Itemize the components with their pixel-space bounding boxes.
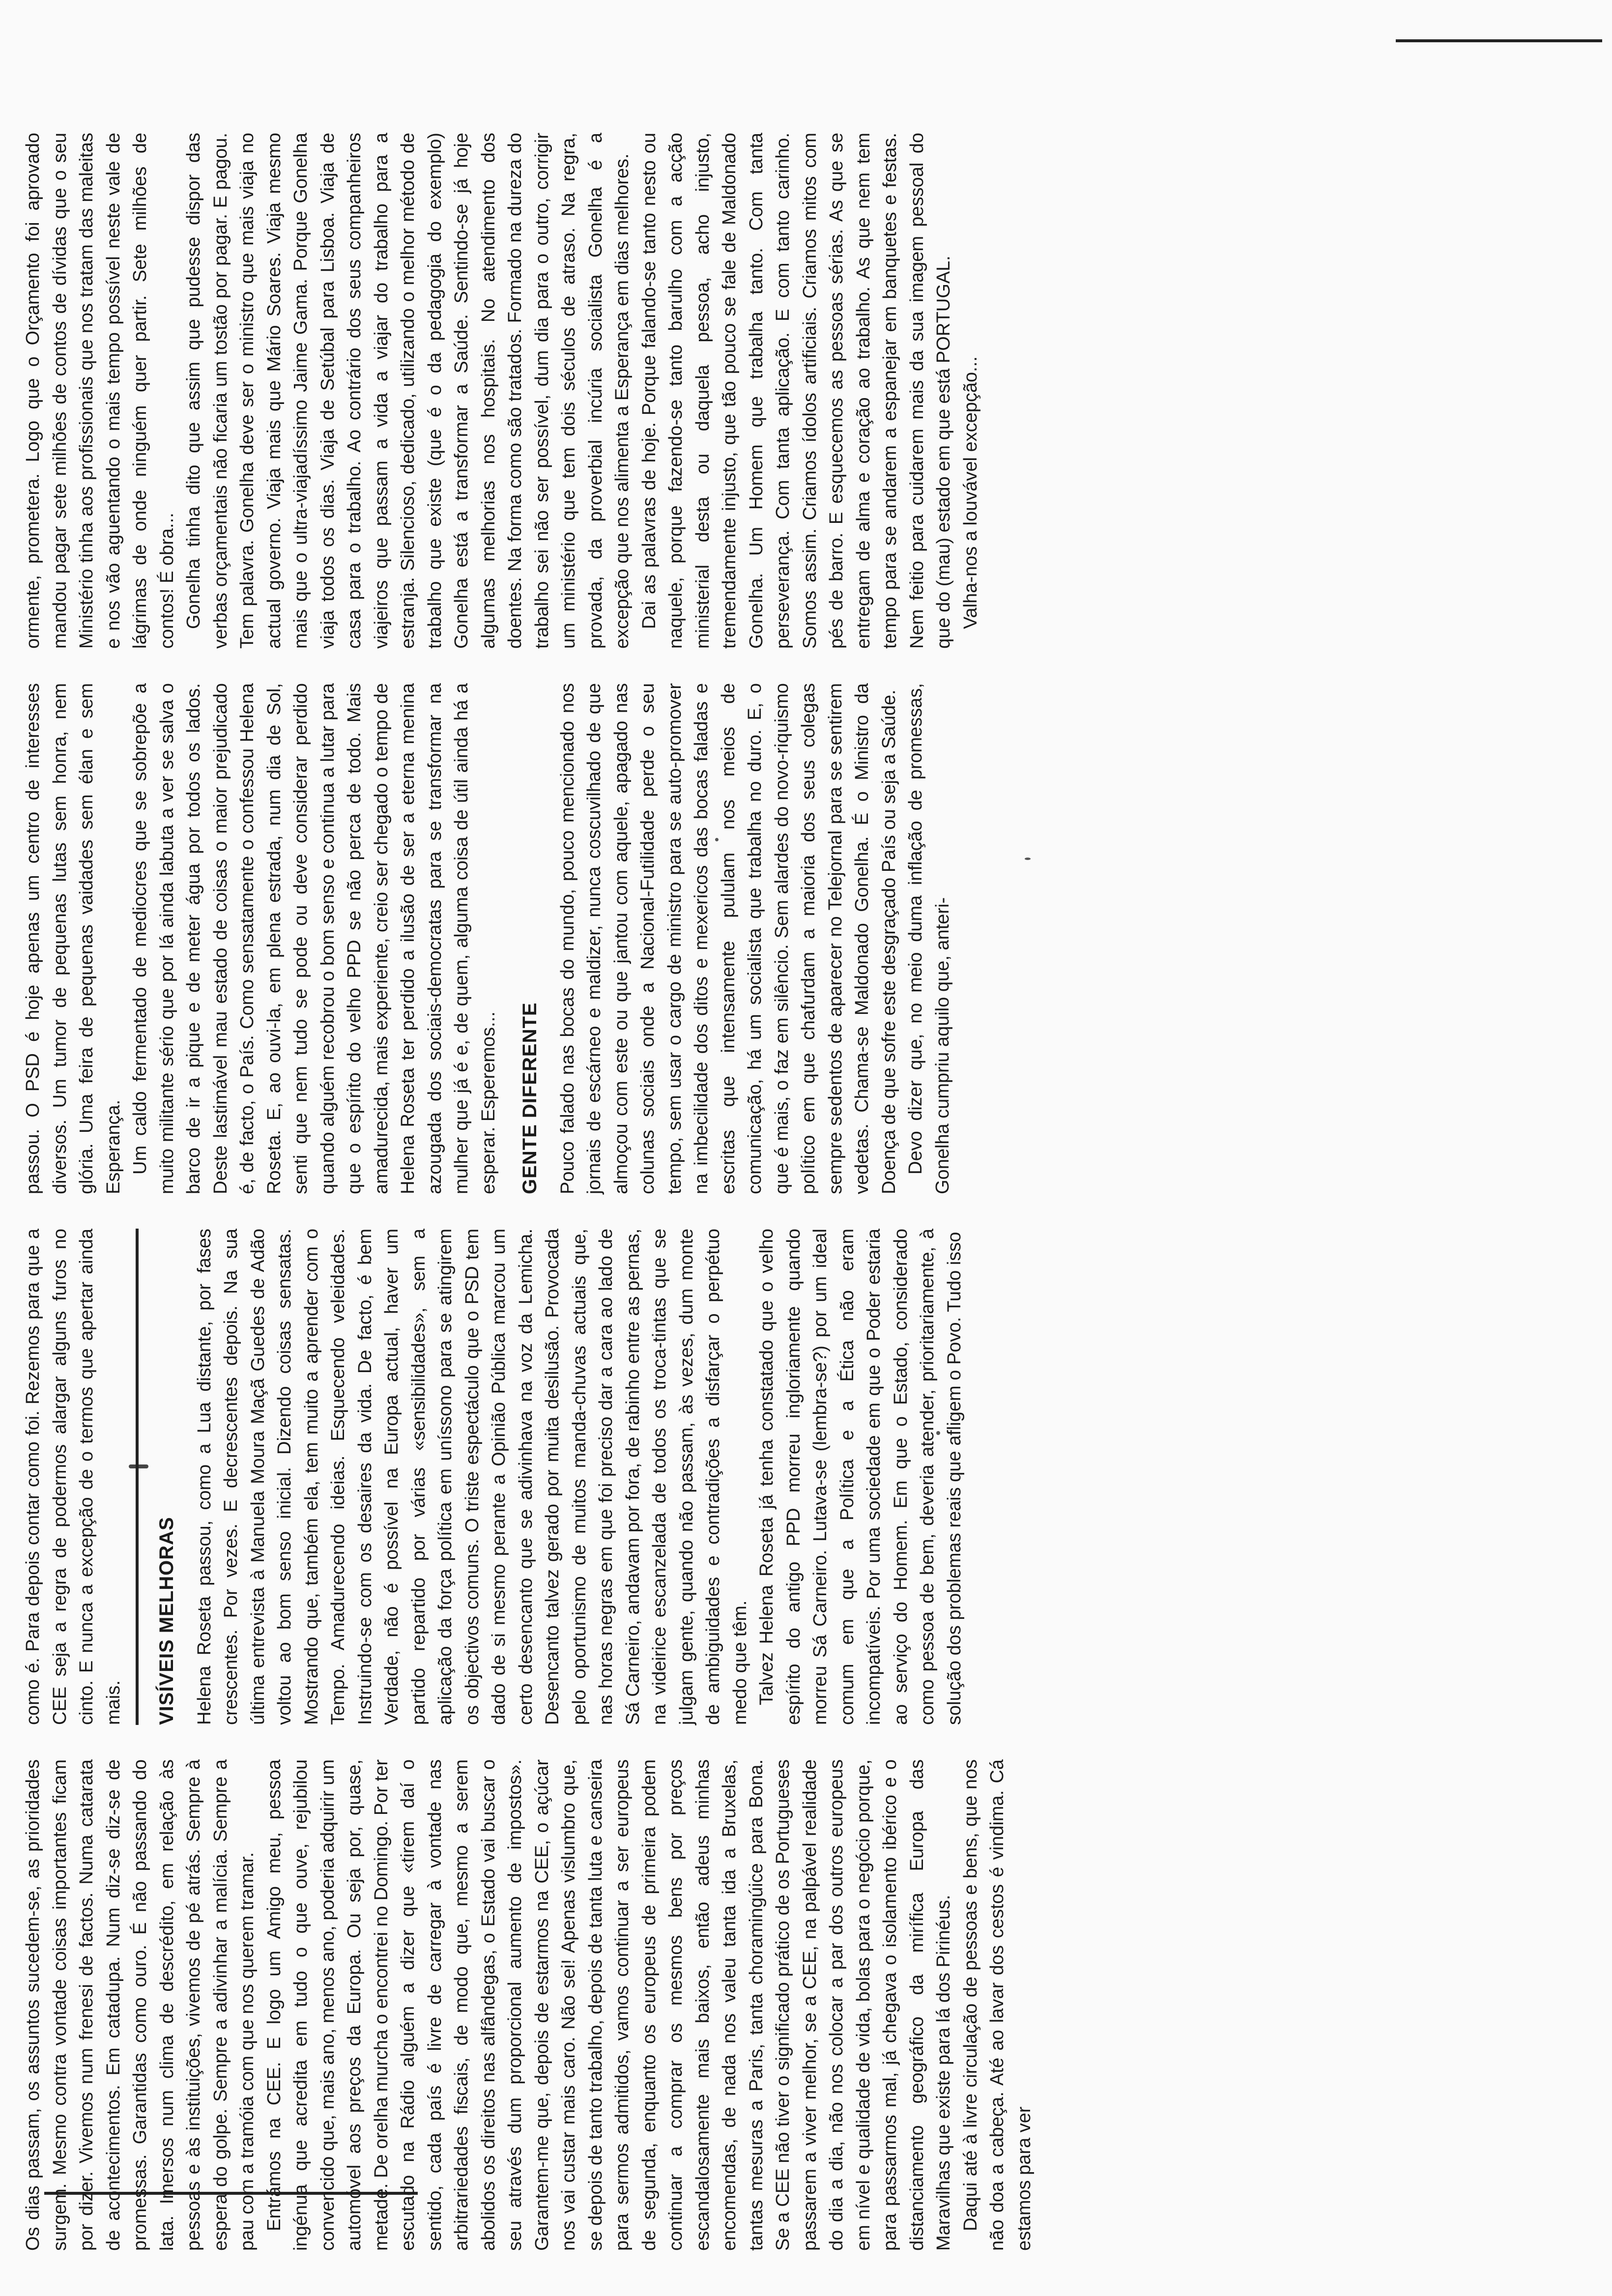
article-column-2 (20, 1229, 968, 1725)
section-heading-gente-diferente: GENTE DIFERENTE (519, 1002, 541, 1194)
col2-paragraph: Helena Roseta passou, como a Lua distante, por fases crescentes. Por vezes. E decrescentes depois. Na sua última entrevista à Manuela Moura Maçã Guedes de Adão voltou ao bom senso inicial. Dizendo coisas sensatas. Mostrando que, também ela, tem muito a aprender com o Tempo. Amadurecendo ideias. Esquecendo veleidades. Instruindo-se com os desaires da vida. De facto, é bem Verdade, não é possível na Europa actual, haver um partido repartido por várias «sensibilidades», sem a aplicação da força política em uníssono para se atingirem os objectivos comuns. O triste espectáculo que o PSD tem dado de si mesmo perante a Opinião Pública marcou um certo desencanto que se adivinhava na voz da Lemicha. Desencanto talvez gerado por muita desilusão. Provocada pelo oportunismo de muitos manda-chuvas actuais que, nas horas negras em que foi preciso dar a cara ao lado de Sá Carneiro, andavam por fora, de rabinho entre as pernas, na videirice escanzelada de todos os troca-tintas que se julgam gente, quando não passam, às vezes, dum monte de ambiguidades e contradições a disfarçar o perpétuo medo que têm. (194, 1229, 750, 1725)
article-column-3 (20, 683, 956, 1194)
article-column-1 (20, 1759, 1037, 2251)
col4-paragraph: Valha-nos a louvável excepção... (960, 356, 981, 629)
col1-paragraph: Entrámos na CEE. E logo um Amigo meu, pessoa ingénua que acredita em tudo o que ouve, rejubilou convencido que, mais ano, menos ano, poderia adquirir um automóvel aos preços da Europa. Ou seja por, quase, metade. De orelha murcha o encontrei no Domingo. Por ter escutado na Rádio alguém a dizer que «tirem daí o sentido, cada país é livre de carregar à vontade nas arbitrariedades fiscais, de modo que, mesmo a serem abolidos os direitos nas alfândegas, o Estado vai buscar o seu através dum proporcional aumento de impostos». Garantem-me que, depois de estarmos na CEE, o açúcar nos vai custar mais caro. Não sei! Apenas vislumbro que, se depois de tanto trabalho, depois de tanta luta e canseira para sermos admitidos, vamos continuar a ser europeus de segunda, enquanto os europeus de primeira podem continuar a comprar os mesmos bens por preços escandalosamente mais baixos, então adeus minhas encomendas, de nada nos valeu tanta ida a Bruxelas, tantas mesuras a Paris, tanta choramingúice para Bona. Se a CEE não tiver o significado prático de os Portugueses passarem a viver melhor, se a CEE, na palpável realidade do dia a dia, não nos colocar a par dos outros europeus em nível e qualidade de vida, bolas para o negócio porque, para passarmos mal, já chegava o isolamento ibérico e o distanciamento geográfico da mirífica Europa das Maravilhas que existe para lá dos Pirinéus. (263, 1759, 954, 2251)
top-border-rule (1396, 39, 1602, 42)
col3-paragraph: Um caldo fermentado de mediocres que se sobrepõe a muito militante sério que por lá ainda labuta a ver se salva o barco de ir a pique e de meter água por todos os lados. Deste lastimável mau estado de coisas o maior prejudicado é, de facto, o País. Como sensatamente o confessou Helena Roseta. E, ao ouvi-la, em plena estrada, num dia de Sol, senti que nem tudo se pode ou deve considerar perdido quando alguém recobrou o bom senso e continua a lutar para que o espírito do velho PPD se não perca de todo. Mais amadurecida, mais experiente, creio ser chegado o tempo de Helena Roseta ter perdido a ilusão de ser a eterna menina azougada dos sociais-democratas para se transformar na mulher que já é e, de quem, alguma coisa de útil ainda há a esperar. Esperemos... (130, 683, 499, 1194)
article-column-4 (20, 133, 984, 649)
col1-paragraph: Os dias passam, os assuntos sucedem-se, as prioridades surgem. Mesmo contra vontade coisas importantes ficam por dizer. Vivemos num frenesi de factos. Numa catarata de acontecimentos. Em catadupa. Num diz-se diz-se de promessas. Garantidas como ouro. É não passando do lata. Imersos num clima de descrédito, em relação às pessoas e às instituições, vivemos de pé atrás. Sempre à espera do golpe. Sempre a adivinhar a malícia. Sempre a pau com a tramóia com que nos querem tramar. (23, 1759, 258, 2251)
col4-paragraph: ormente, prometera. Logo que o Orçamento foi aprovado mandou pagar sete milhões de contos de dívidas que o seu Ministério tinha aos profissionais que nos tratam das maleitas e nos vão aguentando o mais tempo possível neste vale de lágrimas de onde ninguém quer partir. Sete milhões de contos! É obra... (23, 133, 177, 649)
col2-paragraph: Talvez Helena Roseta já tenha constatado que o velho espírito do antigo PPD morreu ingloriamente quando morreu Sá Carneiro. Lutava-se (lembra-se?) por um ideal comum em que a Política e a Ética não eram incompatíveis. Por uma sociedade em que o Poder estaria ao serviço do Homem. Em que o Estado, considerado como pessoa de bem, deveria atender, prioritariamente, à solução dos problemas reais que afligem o Povo. Tudo isso (756, 1229, 965, 1725)
section-heading-visiveis-melhoras: VISÍVEIS MELHORAS (156, 1517, 177, 1725)
col3-paragraph: Pouco falado nas bocas do mundo, pouco mencionado nos jornais de escárneo e maldizer, nunca coscuvilhado de que almoçou com este ou que jantou com aquele, apagado nas colunas sociais onde a Nacional-Futilidade perde o seu tempo, sem usar o cargo de ministro para se auto-promover na imbecilidade dos ditos e mexericos das bocas faladas e escritas que intensamente pululam nos meios de comunicação, há um socialista que trabalha no duro. E, o que é mais, o faz em silêncio. Sem alardes do novo-riquismo político em que chafurdam a maioria dos seus colegas sempre sedentos de aparecer no Telejornal para se sentirem vedetas. Chama-se Maldonado Gonelha. É o Ministro da Doença de que sofre este desgraçado País ou seja a Saúde. (557, 683, 899, 1194)
col4-paragraph: Gonelha tinha dito que assim que pudesse dispor das verbas orçamentais não ficaria um tostão por pagar. E pagou. Tem palavra. Gonelha deve ser o ministro que mais viaja no actual governo. Viaja mais que Mário Soares. Viaja mesmo mais que o ultra-viajadíssimo Jaime Gama. Porque Gonelha viaja todos os dias. Viaja de Setúbal para Lisboa. Viaja de casa para o trabalho. Ao contrário dos seus companheiros viajeiros que passam a vida a viajar do trabalho para a estranja. Silencioso, dedicado, utilizando o melhor método de trabalho que existe (que é o da pedagogia do exemplo) Gonelha está a transformar a Saúde. Sentindo-se já hoje algumas melhorias nos hospitais. No atendimento dos doentes. Na forma como são tratados. Formado na dureza do trabalho sei não ser possível, dum dia para o outro, corrigir um ministério que tem dois séculos de atraso. Na regra, provada, da proverbial incúria socialista Gonelha é a excepção que nos alimenta a Esperança em dias melhores. (183, 133, 633, 649)
col3-paragraph: Devo dizer que, no meio duma inflação de promessas, Gonelha cumpriu aquilo que, anteri- (905, 683, 953, 1194)
section-divider (136, 1229, 139, 1725)
col2-intro: como é. Para depois contar como foi. Rezemos para que a CEE seja a regra de podermos alargar alguns furos no cinto. E nunca a excepção de o termos que apertar ainda mais. (23, 1229, 124, 1725)
col1-paragraph: Daqui até à livre circulação de pessoas e bens, que nos não doa a cabeça. Até ao lavar dos cestos é vindima. Cá estamos para ver (960, 1759, 1035, 2251)
col3-paragraph: passou. O PSD é hoje apenas um centro de interesses diversos. Um tumor de pequenas lutas sem honra, nem glória. Uma feira de pequenas vaidades sem élan e sem Esperança. (23, 683, 124, 1194)
col4-paragraph: Dai as palavras de hoje. Porque falando-se tanto nesto ou naquele, porque fazendo-se tanto barulho com a acção ministerial desta ou daquela pessoa, acho injusto, tremendamente injusto, que tão pouco se fale de Maldonado Gonelha. Um Homem que trabalha tanto. Com tanta perseverança. Com tanta aplicação. E com tanto carinho. Somos assim. Criamos ídolos artificiais. Criamos mitos com pés de barro. E esquecemos as pessoas sérias. As que se entregam de alma e coração ao trabalho. As que nem tem tempo para se andarem a espanejar em banquetes e festas. Nem feitio para cuidarem mais da sua imagem pessoal do que do (mau) estado em que está PORTUGAL. (638, 133, 954, 649)
article-page (20, 118, 1406, 2251)
